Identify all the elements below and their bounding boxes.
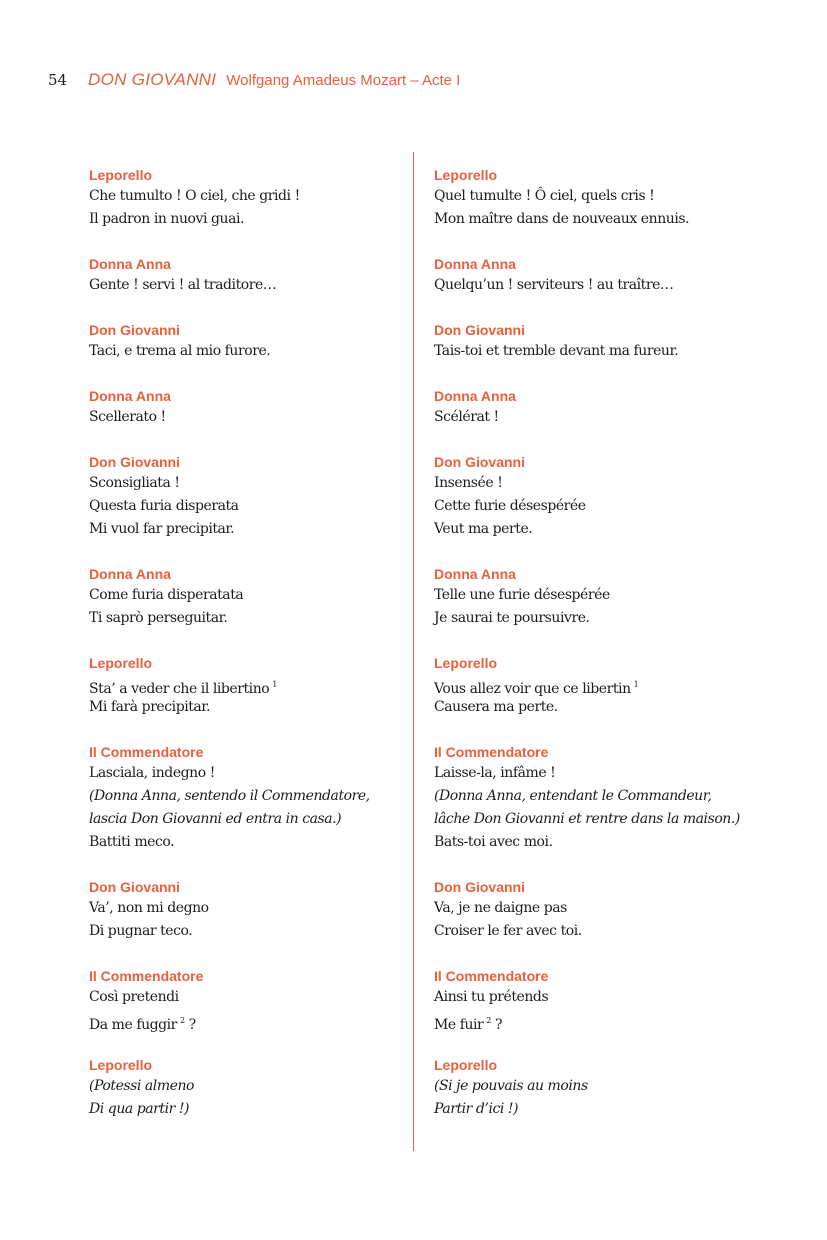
footnote-marker[interactable]: 1: [272, 680, 277, 689]
line-text: Quelqu’un ! serviteurs ! au traître…: [434, 277, 674, 293]
italian-dialogue-block: [89, 564, 399, 630]
speaker-name: Il Commendatore: [89, 968, 204, 984]
line-punctuation: ?: [184, 1017, 196, 1033]
speaker-name: Leporello: [434, 1057, 498, 1073]
french-dialogue-block: [434, 653, 794, 719]
lyric-line: [89, 185, 399, 208]
speaker-name: Donna Anna: [89, 256, 171, 272]
speaker-name: Il Commendatore: [89, 744, 204, 760]
lyric-line: [89, 673, 399, 696]
line-text: Tais-toi et tremble devant ma fureur.: [434, 343, 679, 359]
lyric-line: [89, 920, 399, 943]
french-dialogue-block: [434, 877, 794, 943]
line-text: Cette furie désespérée: [434, 498, 586, 514]
line-text: Mi farà precipitar.: [89, 699, 211, 715]
lyric-line: [434, 607, 794, 630]
italian-column: [89, 165, 399, 1144]
line-text: (Potessi almeno: [89, 1078, 195, 1094]
french-dialogue-block: [434, 386, 794, 429]
lyric-line: [434, 518, 794, 541]
lyric-line: [89, 274, 399, 297]
italian-dialogue-block: [89, 165, 399, 231]
line-text: Me fuir: [434, 1017, 484, 1033]
page-number: 54: [48, 71, 68, 89]
italian-dialogue-block: [89, 452, 399, 541]
french-dialogue-block: [434, 966, 794, 1032]
lyric-line: [89, 584, 399, 607]
speaker-name: Don Giovanni: [89, 454, 180, 470]
speaker-name: Don Giovanni: [434, 879, 525, 895]
line-text: Lasciala, indegno !: [89, 765, 215, 781]
lyric-line: [434, 1009, 794, 1032]
speaker-name: Don Giovanni: [434, 454, 525, 470]
line-text: Ti saprò perseguitar.: [89, 610, 228, 626]
italian-dialogue-block: [89, 966, 399, 1032]
stage-direction: [434, 1098, 794, 1121]
line-punctuation: ?: [490, 1017, 502, 1033]
lyric-line: [89, 762, 399, 785]
lyric-line: [434, 406, 794, 429]
italian-dialogue-block: [89, 254, 399, 297]
line-text: Come furia disperatata: [89, 587, 244, 603]
line-text: Veut ma perte.: [434, 521, 533, 537]
italian-dialogue-block: [89, 320, 399, 363]
line-text: Telle une furie désespérée: [434, 587, 610, 603]
line-text: Sconsigliata !: [89, 475, 180, 491]
stage-direction: [89, 808, 399, 831]
line-text: Di qua partir !): [89, 1101, 190, 1117]
lyric-line: [89, 340, 399, 363]
stage-direction: [434, 808, 794, 831]
lyric-line: [89, 696, 399, 719]
lyric-line: [434, 986, 794, 1009]
line-text: Scélérat !: [434, 409, 499, 425]
stage-direction: [89, 785, 399, 808]
italian-dialogue-block: [89, 742, 399, 854]
italian-dialogue-block: [89, 386, 399, 429]
lyric-line: [89, 986, 399, 1009]
line-text: Che tumulto ! O ciel, che gridi !: [89, 188, 300, 204]
line-text: Croiser le fer avec toi.: [434, 923, 582, 939]
line-text: Questa furia disperata: [89, 498, 239, 514]
stage-direction: [434, 1075, 794, 1098]
lyric-line: [89, 831, 399, 854]
lyric-line: [89, 897, 399, 920]
line-text: Il padron in nuovi guai.: [89, 211, 245, 227]
stage-direction: [89, 1075, 399, 1098]
french-dialogue-block: [434, 564, 794, 630]
lyric-line: [89, 472, 399, 495]
lyric-line: [434, 472, 794, 495]
line-text: Così pretendi: [89, 989, 179, 1005]
speaker-name: Donna Anna: [89, 566, 171, 582]
speaker-name: Donna Anna: [89, 388, 171, 404]
line-text: Battiti meco.: [89, 834, 175, 850]
line-text: (Donna Anna, sentendo il Commendatore,: [89, 788, 370, 804]
speaker-name: Leporello: [89, 655, 153, 671]
speaker-name: Leporello: [434, 655, 498, 671]
header-subtitle: Wolfgang Amadeus Mozart – Acte I: [226, 72, 461, 89]
french-dialogue-block: [434, 742, 794, 854]
line-text: Je saurai te poursuivre.: [434, 610, 590, 626]
line-text: lascia Don Giovanni ed entra in casa.): [89, 811, 342, 827]
footnote-marker[interactable]: 2: [486, 1016, 491, 1025]
line-text: Mi vuol far precipitar.: [89, 521, 235, 537]
line-text: Bats-toi avec moi.: [434, 834, 553, 850]
speaker-name: Don Giovanni: [89, 322, 180, 338]
line-text: Taci, e trema al mio furore.: [89, 343, 271, 359]
lyric-line: [434, 340, 794, 363]
lyric-line: [89, 607, 399, 630]
speaker-name: Don Giovanni: [89, 879, 180, 895]
lyric-line: [434, 274, 794, 297]
opera-title: DON GIOVANNI: [88, 70, 217, 89]
line-text: (Si je pouvais au moins: [434, 1078, 588, 1094]
lyric-line: [434, 762, 794, 785]
line-text: Da me fuggir: [89, 1017, 177, 1033]
speaker-name: Leporello: [89, 167, 153, 183]
line-text: Ainsi tu prétends: [434, 989, 549, 1005]
stage-direction: [434, 785, 794, 808]
lyric-line: [434, 495, 794, 518]
line-text: Gente ! servi ! al traditore…: [89, 277, 277, 293]
speaker-name: Il Commendatore: [434, 744, 549, 760]
lyric-line: [434, 696, 794, 719]
line-text: lâche Don Giovanni et rentre dans la maison.): [434, 811, 740, 827]
speaker-name: Leporello: [89, 1057, 153, 1073]
french-dialogue-block: [434, 165, 794, 231]
french-dialogue-block: [434, 320, 794, 363]
italian-dialogue-block: [89, 877, 399, 943]
french-dialogue-block: [434, 254, 794, 297]
line-text: Quel tumulte ! Ô ciel, quels cris !: [434, 188, 655, 204]
italian-dialogue-block: [89, 653, 399, 719]
lyric-line: [89, 495, 399, 518]
lyric-line: [434, 920, 794, 943]
lyric-line: [434, 584, 794, 607]
line-text: (Donna Anna, entendant le Commandeur,: [434, 788, 712, 804]
line-text: Mon maître dans de nouveaux ennuis.: [434, 211, 690, 227]
speaker-name: Leporello: [434, 167, 498, 183]
stage-direction: [89, 1098, 399, 1121]
speaker-name: Donna Anna: [434, 256, 516, 272]
lyric-line: [434, 831, 794, 854]
lyric-line: [434, 185, 794, 208]
line-text: Va, je ne daigne pas: [434, 900, 567, 916]
line-text: Insensée !: [434, 475, 503, 491]
french-column: [434, 165, 794, 1144]
speaker-name: Il Commendatore: [434, 968, 549, 984]
speaker-name: Donna Anna: [434, 388, 516, 404]
footnote-marker[interactable]: 1: [633, 680, 639, 689]
italian-dialogue-block: [89, 1055, 399, 1121]
line-text: Va’, non mi degno: [89, 900, 209, 916]
lyric-line: [434, 673, 794, 696]
page-header: [48, 70, 787, 96]
french-dialogue-block: [434, 452, 794, 541]
lyric-line: [89, 1009, 399, 1032]
line-text: Laisse-la, infâme !: [434, 765, 556, 781]
french-dialogue-block: [434, 1055, 794, 1121]
line-text: Di pugnar teco.: [89, 923, 193, 939]
speaker-name: Donna Anna: [434, 566, 516, 582]
line-text: Partir d’ici !): [434, 1101, 519, 1117]
line-text: Scellerato !: [89, 409, 166, 425]
lyric-line: [89, 208, 399, 231]
speaker-name: Don Giovanni: [434, 322, 525, 338]
line-text: Sta’ a veder che il libertino: [89, 681, 270, 697]
lyric-line: [89, 406, 399, 429]
line-text: Vous allez voir que ce libertin: [434, 681, 631, 697]
footnote-marker[interactable]: 2: [179, 1016, 185, 1025]
lyric-line: [89, 518, 399, 541]
lyric-line: [434, 897, 794, 920]
lyric-line: [434, 208, 794, 231]
column-divider: [413, 152, 414, 1151]
line-text: Causera ma perte.: [434, 699, 558, 715]
